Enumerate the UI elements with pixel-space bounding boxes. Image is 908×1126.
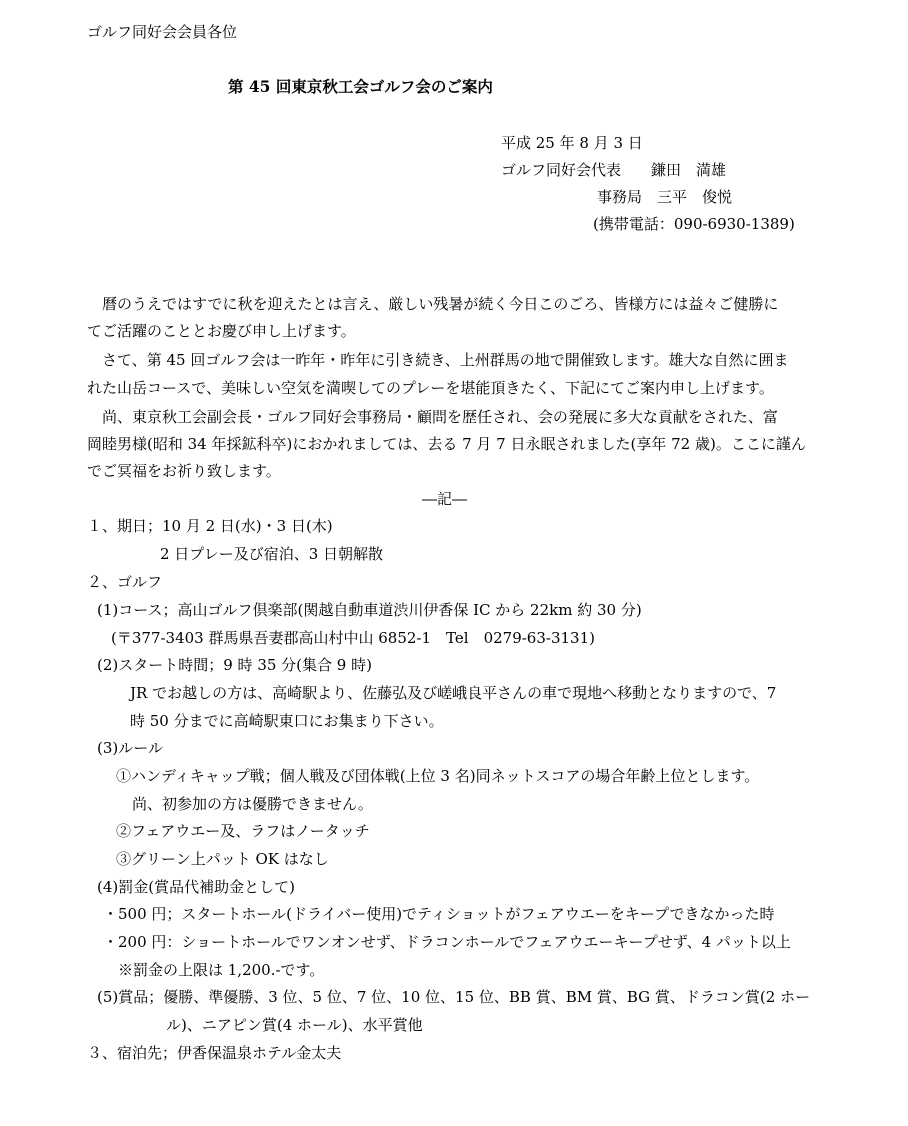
item-golf: ２、ゴルフ xyxy=(87,573,163,591)
body-line: さて、第 45 回ゴルフ会は一昨年・昨年に引き続き、上州群馬の地で開催致します。雄大な自然に囲ま xyxy=(102,351,789,369)
representative: ゴルフ同好会代表 鎌田 満雄 xyxy=(501,161,727,179)
addressee: ゴルフ同好会会員各位 xyxy=(87,23,238,41)
body-line: れた山岳コースで、美味しい空気を満喫してのプレーを堪能頂きたく、下記にてご案内申し上げます。 xyxy=(87,379,774,397)
body-line: でご冥福をお祈り致します。 xyxy=(87,462,281,480)
item-rules: (3)ルール xyxy=(97,739,163,757)
body-line: 曆のうえではすでに秋を迎えたとは言え、厳しい残暑が続く今日このごろ、皆様方には益々ご健勝に xyxy=(102,295,779,313)
item-prizes-cont: ル)、ニアピン賞(4 ホール)、水平賞他 xyxy=(166,1016,423,1034)
rule-line: ②フェアウエー及、ラフはノータッチ xyxy=(116,822,370,840)
penalty-line: ・500 円；スタートホール(ドライバー使用)でティショットがフェアウエーをキープできなかった時 xyxy=(103,905,775,923)
item-course-address: (〒377-3403 群馬県吾妻郡高山村中山 6852-1 Tel 0279-63-3131) xyxy=(111,629,595,647)
ki-heading: ―記― xyxy=(422,490,468,508)
item-prizes: (5)賞品；優勝、準優勝、3 位、5 位、7 位、10 位、15 位、BB 賞、BM 賞、BG 賞、ドラコン賞(2 ホー xyxy=(97,988,811,1006)
item-lodging: ３、宿泊先；伊香保温泉ホテル金太夫 xyxy=(87,1044,342,1062)
rule-line: ①ハンディキャップ戦；個人戦及び団体戦(上位 3 名)同ネットスコアの場合年齢上位とします。 xyxy=(116,767,760,785)
body-line: 岡睦男様(昭和 34 年採鉱科卒)におかれましては、去る 7 月 7 日永眠されました(享年 72 歳)。ここに謹ん xyxy=(87,435,806,453)
item-start-note: JR でお越しの方は、高崎駅より、佐藤弘及び嵯峨良平さんの車で現地へ移動となりますので、7 xyxy=(130,684,777,702)
item-date: １、期日；10 月 2 日(水)・3 日(木) xyxy=(87,517,333,535)
document-title: 第 45 回東京秋工会ゴルフ会のご案内 xyxy=(228,77,493,96)
body-line: 尚、東京秋工会副会長・ゴルフ同好会事務局・顧問を歴任され、会の発展に多大な貢献をされた、富 xyxy=(102,408,778,426)
item-start-note: 時 50 分までに高崎駅東口にお集まり下さい。 xyxy=(130,712,444,730)
item-penalty: (4)罰金(賞品代補助金として) xyxy=(97,878,295,896)
penalty-note: ※罰金の上限は 1,200.-です。 xyxy=(118,961,325,979)
penalty-line: ・200 円：ショートホールでワンオンせず、ドラコンホールでフェアウエーキープせず、4 パット以上 xyxy=(103,933,791,951)
phone-number: (携帯電話：090-6930-1389) xyxy=(593,215,795,233)
body-line: てご活躍のこととお慶び申し上げます。 xyxy=(87,322,356,340)
rule-line: 尚、初参加の方は優勝できません。 xyxy=(132,795,373,813)
office-contact: 事務局 三平 俊悦 xyxy=(597,188,733,206)
item-date-detail: 2 日プレー及び宿泊、3 日朝解散 xyxy=(160,545,384,563)
item-start-time: (2)スタート時間；9 時 35 分(集合 9 時) xyxy=(97,656,372,674)
date: 平成 25 年 8 月 3 日 xyxy=(501,134,643,152)
item-course: (1)コース；高山ゴルフ倶楽部(関越自動車道渋川伊香保 IC から 22km 約 30 分) xyxy=(97,601,642,619)
rule-line: ③グリーン上パット OK はなし xyxy=(116,850,329,868)
